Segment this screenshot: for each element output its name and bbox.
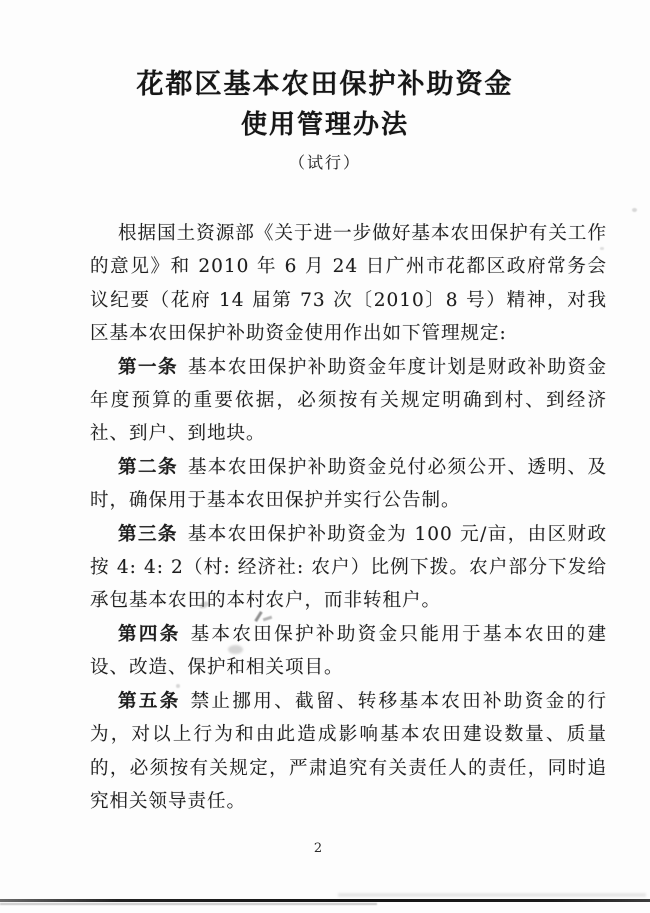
paragraph-article-5	[90, 685, 607, 819]
paragraph-text: 基本农田保护补助资金年度计划是财政补助资金年度预算的重要依据，必须按有关规定明确到村、到经济社、到户、到地块。	[90, 356, 607, 445]
article-label: 第三条	[118, 523, 178, 545]
paragraph-text: 基本农田保护补助资金兑付必须公开、透明、及时，确保用于基本农田保护并实行公告制。	[90, 456, 607, 512]
paragraph-article-4	[90, 618, 607, 685]
paragraph-article-2	[90, 451, 607, 518]
paragraph-text: 基本农田保护补助资金只能用于基本农田的建设、改造、保护和相关项目。	[90, 623, 607, 679]
scan-edge-soft-line	[0, 903, 377, 905]
paragraph-text: 基本农田保护补助资金为 100 元/亩，由区财政按 4: 4: 2（村: 经济社: 农户）比例下拨。农户部分下发给承包基本农田的本村农户，而非转租户。	[90, 523, 607, 612]
paragraph-article-3	[90, 518, 607, 618]
paragraph-text: 根据国土资源部《关于进一步做好基本农田保护有关工作的意见》和 2010 年 6 月 24 日广州市花都区政府常务会议纪要（花府 14 届第 73 次〔2010〕8 号）精神，对我区基本农田保护补助资金使用作出如下管理规定:	[90, 223, 607, 345]
paragraph-article-1	[90, 351, 607, 451]
scan-edge-shadow	[338, 893, 646, 897]
document-subtitle-trial: （试行）	[288, 153, 361, 172]
paragraph-preamble	[90, 217, 607, 351]
article-label: 第五条	[118, 690, 181, 712]
article-label: 第一条	[118, 356, 178, 378]
scan-edge-line	[0, 899, 650, 902]
document-title-line1: 花都区基本农田保护补助资金	[136, 69, 514, 100]
paragraph-text: 禁止挪用、截留、转移基本农田补助资金的行为，对以上行为和由此造成影响基本农田建设数量、质量的，必须按有关规定，严肃追究有关责任人的责任，同时追究相关领导责任。	[90, 690, 607, 812]
scan-artifact	[632, 208, 637, 212]
document-body	[90, 217, 607, 818]
article-label: 第二条	[118, 456, 178, 478]
article-label: 第四条	[118, 623, 181, 645]
page-number: 2	[313, 841, 323, 856]
document-title-line2: 使用管理办法	[240, 110, 409, 140]
